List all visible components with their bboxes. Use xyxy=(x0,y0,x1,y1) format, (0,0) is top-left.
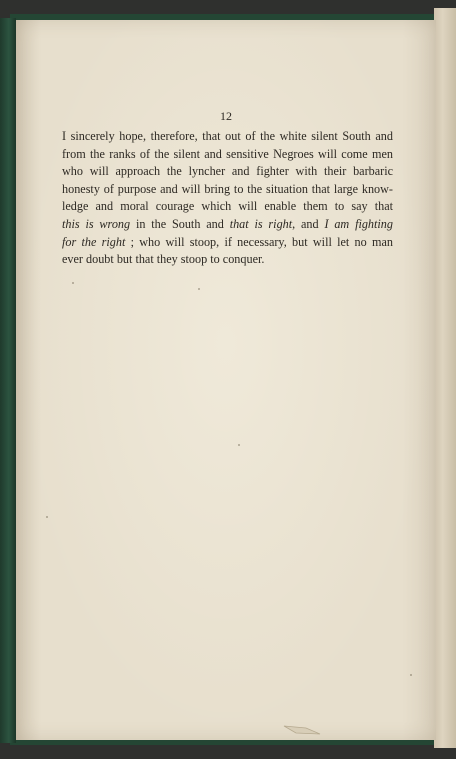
text-line xyxy=(62,234,393,252)
italic-phrase: that is right xyxy=(229,216,293,231)
italic-phrase: for the right xyxy=(62,234,126,249)
text-run: in the South and xyxy=(130,216,230,231)
paper-speck xyxy=(238,444,240,446)
text-line: who will approach the lyncher and fighter with their barbaric xyxy=(62,164,393,179)
facing-page-edge xyxy=(434,8,456,748)
page-tear-mark xyxy=(282,722,322,736)
page-number: 12 xyxy=(220,109,232,123)
paper-speck xyxy=(410,674,412,676)
paper-speck xyxy=(46,516,48,518)
book-spine-binding xyxy=(0,18,16,743)
text-run: , and xyxy=(292,216,325,231)
text-line: ever doubt but that they stoop to conquer. xyxy=(62,252,265,267)
text-line: honesty of purpose and will bring to the situation that large know- xyxy=(62,181,393,196)
text-line: from the ranks of the silent and sensitive Negroes will come men xyxy=(62,146,393,161)
paper-speck xyxy=(198,288,200,290)
italic-phrase: this is wrong xyxy=(62,216,131,231)
body-paragraph xyxy=(62,128,393,269)
text-line: I sincerely hope, therefore, that out of the white silent South and xyxy=(62,129,393,143)
paper-speck xyxy=(72,282,74,284)
text-line: ledge and moral courage which will enable them to say that xyxy=(62,199,393,214)
text-line xyxy=(62,216,393,234)
book-page xyxy=(16,20,436,740)
italic-phrase: I am fighting xyxy=(324,216,393,231)
text-run: ; who will stoop, if necessary, but will let no man xyxy=(125,234,393,249)
